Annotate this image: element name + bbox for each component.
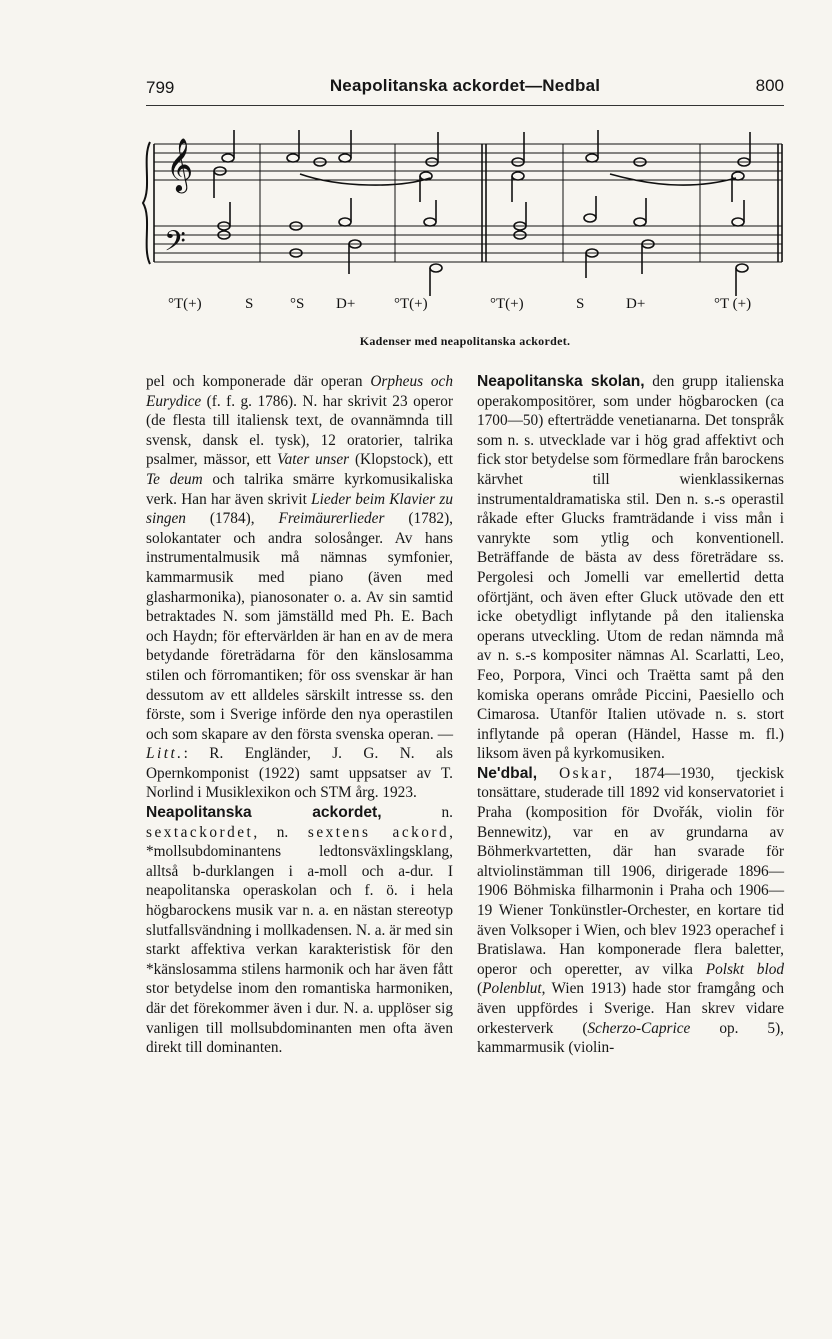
symbol-dominant: D+ (336, 296, 356, 312)
music-score-figure (140, 118, 788, 318)
paragraph-naumann-continuation: pel och komponerade där operan Orpheus och Eurydice (f. f. g. 1786). N. har skrivit 23 operor (de flesta till italiensk text, de ovannämnda till svensk, dansk el. tysk), 12 oratorier, talrika psalmer, mässor, ett Vater unser (Klopstock), ett Te deum och talrika smärre kyrkomusikaliska verk. Han har även skrivit Lieder beim Klavier zu singen (1784), Freimäurerlieder (1782), solokantater och andra solosånger. Av hans instrumentalmusik må nämnas symfonier, kammarmusik med piano (även med glasharmonika), pianosonater o. a. Av sin samtid betraktades N. som jämställd med Ph. E. Bach och Haydn; för eftervärlden är han en av de mera betydande företrädarna för den känslosamma stilen och förromantiken; för oss svenskar är han dessutom av ett alldeles särskilt intresse ss. den förste, som i Sverige införde den nya operastilen och som skapare av den första svenska operan. — Litt.: R. Engländer, J. G. N. als Opernkomponist (1922) samt uppsatser av T. Norlind i Musiklexikon och STM årg. 1923. (146, 373, 453, 802)
right-column (477, 372, 784, 1058)
headword: Neapolitanska skolan, (477, 373, 645, 390)
symbol-minor-subdominant: °S (290, 296, 305, 312)
entry-neapolitanska-ackordet: Neapolitanska ackordet, n. sextackordet, n. sextens ackord, *mollsubdominantens ledtonsväxlingsklang, alltså b-durklangen i a-moll och a-dur. I neapolitanska operaskolan och f. ö. i hela högbarockens musik var n. a. en nästan stereotyp slutfallsvändning i mollkadensen. N. a. är med sin starkt affektiva verkan karakteristisk för den *känslosamma stilens harmonik och har även fått stor betydelse inom den romantiska harmoniken, där det förekommer även i dur. N. a. upplöser sig vanligen till mollsubdominanten men ofta även direkt till dominanten. (146, 804, 453, 1057)
symbol-subdominant-neap-2: S (576, 296, 585, 312)
symbol-tonic: °T(+) (168, 296, 202, 312)
entry-neapolitanska-skolan: Neapolitanska skolan, den grupp italienska operakompositörer, som under högbarocken (ca 1700—50) efterträdde venetianarna. Det tonspråk som n. s. utvecklade var i hög grad affektivt och fick stor betydelse som förmedlare från barockens kärvhet till wienklassikernas instrumentaldramatiska stil. Den n. s.-s operastil råkade efter Glucks framträdande i viss mån i vanrykte som ytlig och konventionell. Beträffande de bästa av dess företrädare ss. Pergolesi och Jomelli var emellertid detta oförtjänt, och även efter Gluck utövade den ett icke obetydligt inflytande på den italienska operans utveckling. Utom de redan nämnda må av n. s.-s kompositer nämnas Al. Scarlatti, Leo, Feo, Porpora, Vinci och Traëtta samt på den komiska operans område Piccini, Paesiello och Cimarosa. Utanför Italien utövade n. s. stort inflytande på operan (Händel, Hasse m. fl.) liksom även på kyrkomusiken. (477, 373, 785, 763)
figure-caption: Kadenser med neapolitanska ackordet. (359, 334, 571, 348)
page-header (146, 76, 784, 102)
page-number-left: 799 (146, 78, 175, 97)
left-column (146, 372, 453, 1058)
headword: Ne'dbal, (477, 764, 538, 782)
entry-nedbal: Ne'dbal, Oskar, 1874—1930, tjeckisk tonsättare, studerade till 1892 vid konservatoriet i Praha (komposition för Dvořák, violin för Bennewitz), var en av grundarna av Böhmerkvartetten, där han svarade för altviolinstämman till 1906, dirigerade 1896—1906 Böhmiska filharmonin i Praha och 1906—19 Wiener Tonkünstler-Orchester, en kortare tid även Volksoper i Wien, och blev 1923 operachef i Bratislawa. Han komponerade flera baletter, operor och operetter, av vilka Polskt blod (Polenblut, Wien 1913) hade stor framgång och även uppfördes i Sverige. Han skrev vidare orkesterverk (Scherzo-Caprice op. 5), kammarmusik (violin- (477, 764, 784, 1057)
svg-text:𝄞: 𝄞 (166, 137, 194, 191)
symbol-tonic-4: °T (+) (714, 296, 752, 312)
symbol-subdominant-neap: S (245, 296, 254, 312)
page-number-right: 800 (755, 76, 784, 95)
svg-text:𝄢: 𝄢 (164, 225, 186, 265)
symbol-dominant-2: D+ (626, 296, 646, 312)
symbol-tonic-2: °T(+) (394, 296, 428, 312)
symbol-tonic-3: °T(+) (490, 296, 524, 312)
headword: Neapolitanska ackordet, (146, 804, 382, 822)
running-title: Neapolitanska ackordet—Nedbal (329, 76, 601, 95)
function-symbols (168, 296, 751, 312)
header-rule (146, 105, 784, 106)
